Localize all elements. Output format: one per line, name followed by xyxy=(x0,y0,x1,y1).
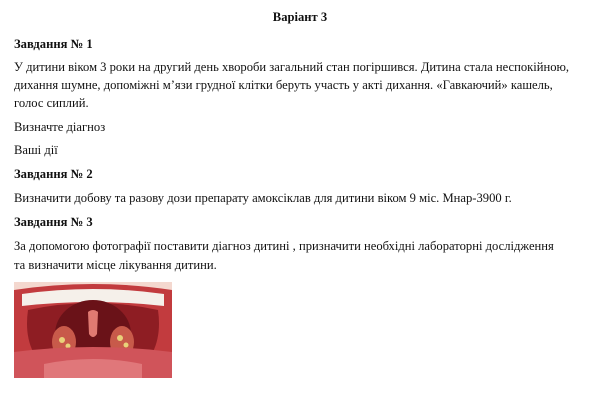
task3-text-line: За допомогою фотографії поставити діагноз дитині , призначити необхідні лабораторні дослідження xyxy=(14,239,554,253)
document-title: Варіант 3 xyxy=(272,10,328,24)
throat-photo xyxy=(14,282,172,378)
task1-text-line: У дитини віком 3 роки на другий день хвороби загальний стан погіршився. Дитина стала неспокійною, xyxy=(14,60,570,74)
task3-heading: Завдання № 3 xyxy=(14,215,93,229)
task1-text-line: дихання шумне, допоміжні м’язи грудної клітки беруть участь у акті дихання. «Гавкаючий» кашель, xyxy=(14,78,553,92)
task1-text-line: голос сиплий. xyxy=(14,96,89,110)
task1-heading: Завдання № 1 xyxy=(14,37,93,51)
task1-question-diagnosis: Визначте діагноз xyxy=(14,120,106,134)
task2-text: Визначити добову та разову дози препарату амоксіклав для дитини віком 9 міс. Мнар-3900 г. xyxy=(14,191,512,205)
task2-heading: Завдання № 2 xyxy=(14,167,93,181)
task3-text-line: та визначити місце лікування дитини. xyxy=(14,258,217,272)
task1-question-actions: Ваші дії xyxy=(14,143,58,157)
